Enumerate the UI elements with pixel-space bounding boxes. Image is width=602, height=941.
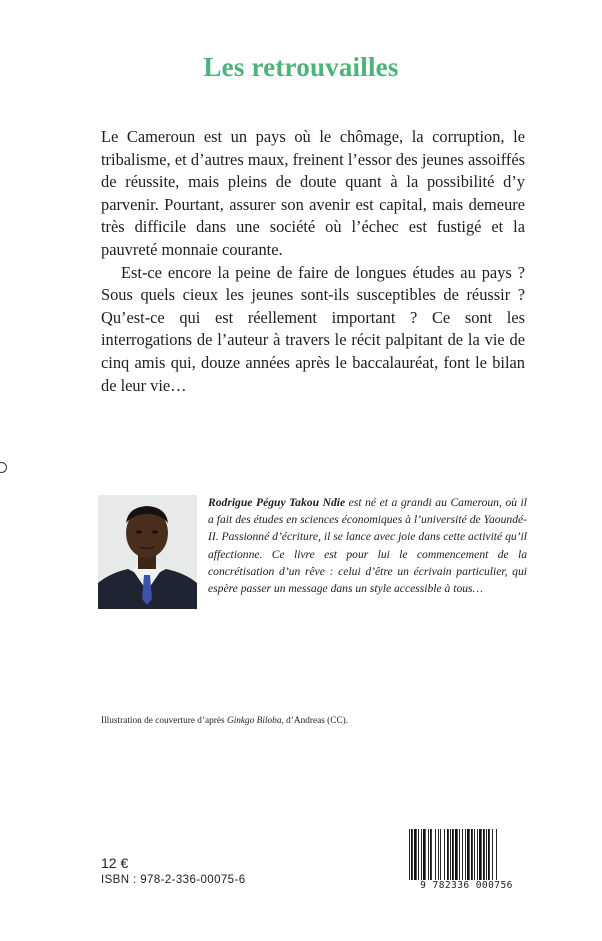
author-bio (208, 494, 527, 597)
summary-paragraph-2: Est-ce encore la peine de faire de longues études au pays ? Sous quels cieux les jeunes sont-ils susceptibles de réussir ? Qu’est-ce qui est réellement important ? Ce sont les interrogations de l’auteur à travers le récit palpitant de la vie de cinq amis qui, douze années après le baccalauréat, font le bilan de leur vie… (101, 262, 525, 395)
author-photo (98, 495, 197, 609)
barcode-digits: 9 782336 000756 (407, 880, 526, 892)
credit-suffix: , d’Andreas (CC). (281, 716, 349, 726)
cover-credit (101, 716, 348, 726)
page-edge-mark-icon (0, 462, 7, 473)
book-title: Les retrouvailles (203, 52, 399, 82)
author-bio-text: est né et a grandi au Cameroun, où il a fait des études en sciences économiques à l’université de Yaoundé-II. Passionné d’écriture, il se lance avec joie dans cette activité qu’il affectionne. Ce livre est pour lui le commencement de la concrétisation d’un rêve : celui d’être un écrivain particulier, qui espère passer un message dans un style accessible à tous… (208, 496, 527, 596)
back-cover-summary (101, 126, 525, 397)
credit-work: Ginkgo Biloba (226, 716, 282, 726)
price: 12 € (101, 855, 129, 871)
author-name: Rodrigue Péguy Takou Ndie (208, 496, 346, 509)
credit-prefix: Illustration de couverture d’après (101, 716, 227, 726)
summary-paragraph-1: Le Cameroun est un pays où le chômage, la corruption, le tribalisme, et d’autres maux, freinent l’essor des jeunes assoiffés de réussite, mais pleins de doute quant à la possibilité d’y parvenir. Pourtant, assurer son avenir est capital, mais demeure très difficile dans une société où l’échec est fustigé et la pauvreté monnaie courante. (101, 127, 525, 259)
isbn: ISBN : 978-2-336-00075-6 (101, 874, 246, 886)
